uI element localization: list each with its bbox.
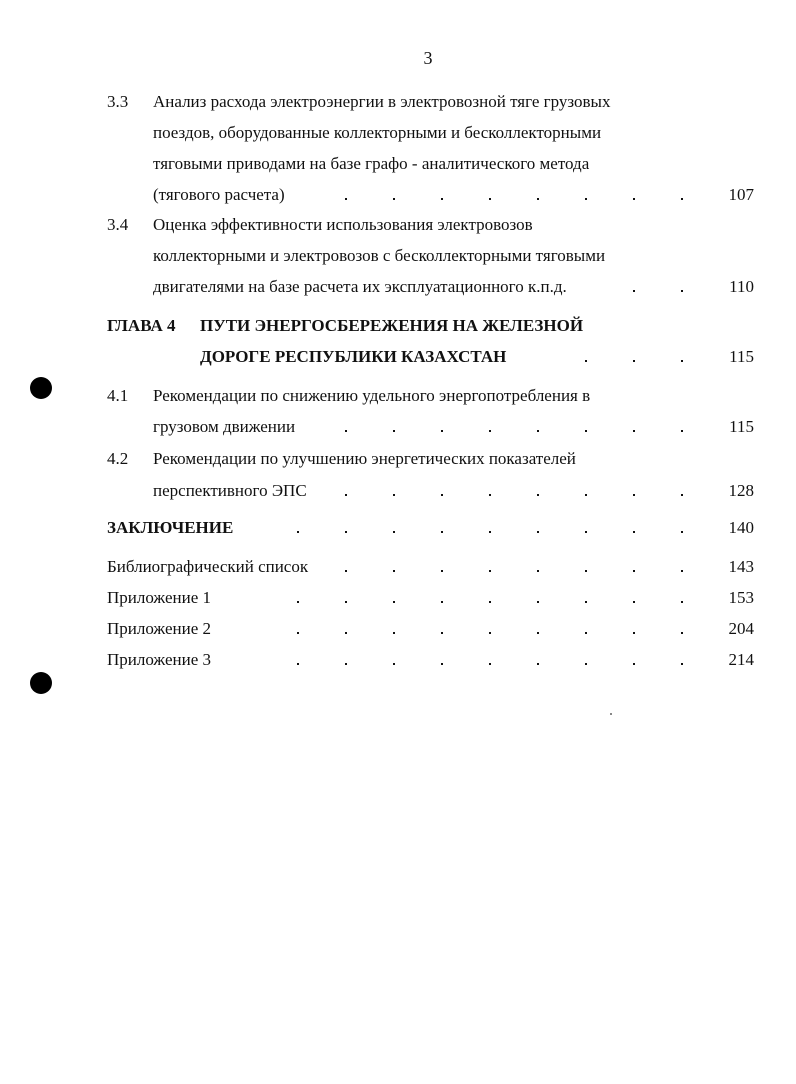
- section-number: 4.1: [107, 386, 129, 405]
- leader-dot: [393, 632, 395, 634]
- leader-dot: [393, 531, 395, 533]
- leader-dot: [537, 494, 539, 496]
- leader-dot: [633, 531, 635, 533]
- leader-dot: [441, 198, 443, 200]
- entry-title: Приложение 2: [107, 619, 211, 638]
- leader-dot: [585, 663, 587, 665]
- leader-dot: [393, 663, 395, 665]
- leader-dot: [489, 494, 491, 496]
- page-ref: 143: [728, 557, 754, 576]
- leader-dot: [633, 663, 635, 665]
- leader-dot: [633, 632, 635, 634]
- leader-dot: [585, 198, 587, 200]
- leader-dot: [393, 570, 395, 572]
- leader-dot: [681, 198, 683, 200]
- section-number: 4.2: [107, 449, 129, 468]
- leader-dot: [297, 632, 299, 634]
- page-ref: 204: [728, 619, 754, 638]
- leader-dot: [633, 360, 635, 362]
- leader-dot: [489, 663, 491, 665]
- leader-dot: [681, 494, 683, 496]
- page-ref: 214: [728, 650, 754, 669]
- entry-title: Приложение 3: [107, 650, 211, 669]
- leader-dot: [585, 531, 587, 533]
- page-ref: 153: [728, 588, 754, 607]
- leader-dot: [393, 198, 395, 200]
- entry-title: Библиографический список: [107, 557, 309, 576]
- leader-dot: [585, 360, 587, 362]
- leader-dot: [681, 663, 683, 665]
- scan-speck: [610, 713, 612, 715]
- leader-dot: [489, 570, 491, 572]
- leader-dot: [441, 601, 443, 603]
- leader-dot: [441, 663, 443, 665]
- leader-dot: [537, 570, 539, 572]
- punch-hole: [30, 672, 52, 694]
- page-ref: 115: [729, 347, 754, 366]
- leader-dot: [297, 663, 299, 665]
- entry-title: ЗАКЛЮЧЕНИЕ: [107, 518, 234, 537]
- leader-dot: [297, 601, 299, 603]
- leader-dot: [681, 290, 683, 292]
- leader-dot: [681, 632, 683, 634]
- entry-title-line: Рекомендации по улучшению энергетических показателей: [153, 449, 576, 468]
- leader-dot: [441, 632, 443, 634]
- leader-dot: [441, 494, 443, 496]
- entry-title-line: коллекторными и электровозов с бесколлекторными тяговыми: [153, 246, 606, 265]
- leader-dot: [441, 430, 443, 432]
- chapter-title-line: ПУТИ ЭНЕРГОСБЕРЕЖЕНИЯ НА ЖЕЛЕЗНОЙ: [200, 316, 584, 335]
- punch-hole: [30, 377, 52, 399]
- leader-dot: [489, 632, 491, 634]
- leader-dot: [681, 360, 683, 362]
- leader-dot: [441, 570, 443, 572]
- page-ref: 140: [728, 518, 754, 537]
- section-number: 3.3: [107, 92, 129, 111]
- entry-title: Приложение 1: [107, 588, 211, 607]
- leader-dot: [585, 570, 587, 572]
- leader-dot: [345, 601, 347, 603]
- leader-dot: [681, 531, 683, 533]
- leader-dot: [393, 430, 395, 432]
- entry-title-line: поездов, оборудованные коллекторными и бесколлекторными: [153, 123, 602, 142]
- leader-dot: [585, 601, 587, 603]
- leader-dot: [585, 430, 587, 432]
- leader-dot: [345, 198, 347, 200]
- leader-dot: [537, 601, 539, 603]
- leader-dot: [345, 632, 347, 634]
- leader-dot: [633, 570, 635, 572]
- entry-title-line: (тягового расчета): [153, 185, 285, 204]
- leader-dot: [297, 531, 299, 533]
- chapter-title-line: ДОРОГЕ РЕСПУБЛИКИ КАЗАХСТАН: [200, 347, 507, 366]
- leader-dot: [345, 570, 347, 572]
- leader-dot: [489, 198, 491, 200]
- leader-dot: [345, 494, 347, 496]
- leader-dot: [537, 632, 539, 634]
- entry-title-line: двигателями на базе расчета их эксплуатационного к.п.д.: [153, 277, 567, 296]
- leader-dot: [633, 494, 635, 496]
- leader-dot: [345, 663, 347, 665]
- leader-dot: [585, 494, 587, 496]
- page-number: 3: [423, 48, 433, 68]
- leader-dot: [681, 430, 683, 432]
- page-ref: 107: [728, 185, 754, 204]
- leader-dot: [681, 601, 683, 603]
- leader-dot: [345, 430, 347, 432]
- leader-dot: [633, 430, 635, 432]
- leader-dot: [537, 198, 539, 200]
- entry-title-line: Рекомендации по снижению удельного энергопотребления в: [153, 386, 591, 405]
- leader-dot: [633, 290, 635, 292]
- entry-title-line: перспективного ЭПС: [153, 481, 307, 500]
- leader-dot: [633, 198, 635, 200]
- page-ref: 128: [728, 481, 754, 500]
- leader-dot: [537, 531, 539, 533]
- leader-dot: [393, 494, 395, 496]
- entry-title-line: тяговыми приводами на базе графо - аналитического метода: [153, 154, 590, 173]
- entry-title-line: Оценка эффективности использования электровозов: [153, 215, 533, 234]
- entry-title-line: Анализ расхода электроэнергии в электровозной тяге грузовых: [153, 92, 611, 111]
- leader-dot: [585, 632, 587, 634]
- leader-dot: [441, 531, 443, 533]
- page-ref: 110: [729, 277, 754, 296]
- leader-dot: [681, 570, 683, 572]
- section-number: 3.4: [107, 215, 129, 234]
- entry-title-line: грузовом движении: [153, 417, 296, 436]
- leader-dot: [489, 601, 491, 603]
- chapter-number: ГЛАВА 4: [107, 316, 176, 335]
- leader-dot: [537, 663, 539, 665]
- leader-dot: [489, 531, 491, 533]
- leader-dot: [633, 601, 635, 603]
- leader-dot: [393, 601, 395, 603]
- leader-dot: [537, 430, 539, 432]
- leader-dot: [489, 430, 491, 432]
- leader-dot: [345, 531, 347, 533]
- page-ref: 115: [729, 417, 754, 436]
